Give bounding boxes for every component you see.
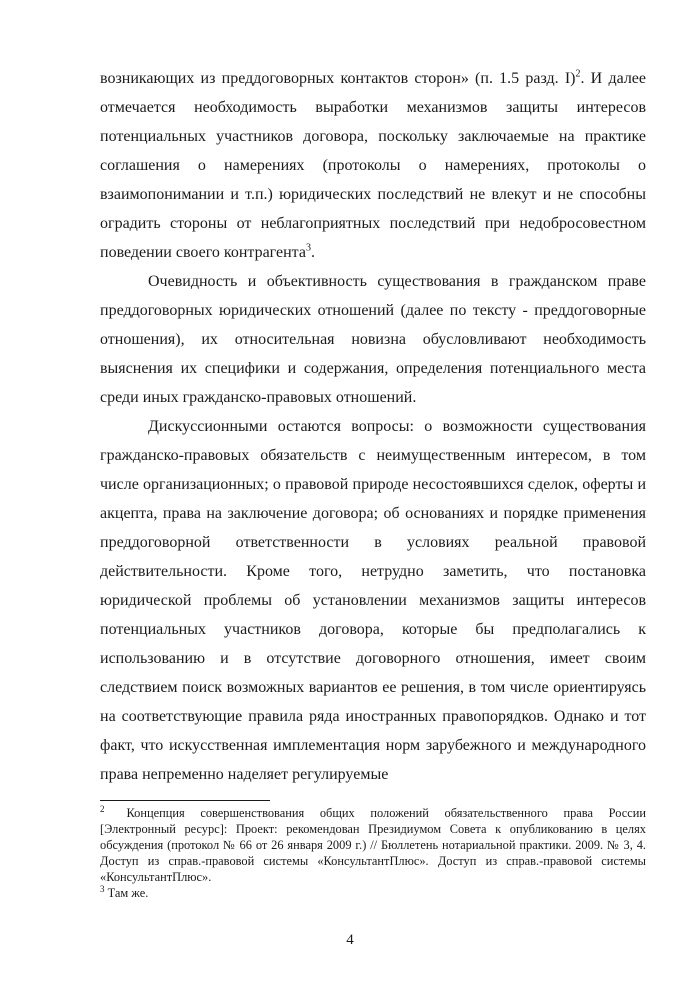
footnote-2-text: Концепция совершенствования общих положений обязательственного права России [Электронный ресурс]: Проект: рекомендован Президиумом Совета к опубликованию в целях обсуждения (протокол № 66 от 26 января 2009 г.) // Бюллетень нотариальной практики. 2009. № 3, 4. Доступ из справ.-правовой системы «КонсультантПлюс». Доступ из справ.-правовой системы «КонсультантПлюс». (100, 806, 646, 884)
footnote-3-mark: 3 (100, 883, 105, 894)
footnotes (100, 805, 646, 901)
paragraph-1-text-a: возникающих из преддоговорных контактов сторон» (п. 1.5 разд. I) (100, 70, 576, 87)
paragraph-1 (100, 64, 646, 267)
paragraph-2: Очевидность и объективность существования в гражданском праве преддоговорных юридических отношений (далее по тексту - преддоговорные отношения), их относительная новизна обусловливают необходимость выяснения их специфики и содержания, определения потенциального места среди иных гражданско-правовых отношений. (100, 273, 646, 406)
page-number: 4 (346, 932, 354, 948)
paragraph-3: Дискуссионными остаются вопросы: о возможности существования гражданско-правовых обязательств с неимущественным интересом, в том числе организационных; о правовой природе несостоявшихся сделок, оферты и акцепта, права на заключение договора; об основаниях и порядке применения преддоговорной ответственности в условиях реальной правовой действительности. Кроме того, нетрудно заметить, что постановка юридической проблемы об установлении механизмов защиты интересов потенциальных участников договора, которые бы предполагались к использованию и в отсутствие договорного отношения, имеет своим следствием поиск возможных вариантов ее решения, в том числе ориентируясь на соответствующие правила ряда иностранных правопорядков. Однако и тот факт, что искусственная имплементация норм зарубежного и международного права непременно наделяет регулируемые (100, 418, 646, 783)
footnote-ref-2[interactable]: 2 (575, 68, 581, 80)
footnote-3-text: Там же. (107, 886, 149, 900)
footnote-ref-3[interactable]: 3 (305, 242, 311, 254)
paragraph-1-text-c: . (310, 244, 315, 261)
footnote-2 (100, 805, 646, 885)
footnote-2-mark: 2 (100, 803, 105, 814)
footnote-3 (100, 885, 646, 901)
footnote-separator (100, 800, 270, 801)
paragraph-1-text-b: . И далее отмечается необходимость выработки механизмов защиты интересов потенциальных участников договора, поскольку заключаемые на практике соглашения о намерениях (протоколы о намерениях, протоколы о взаимопонимании и т.п.) юридических последствий не влекут и не способны оградить стороны от неблагоприятных последствий при недобросовестном поведении своего контрагента (100, 70, 647, 261)
main-text (100, 64, 646, 789)
